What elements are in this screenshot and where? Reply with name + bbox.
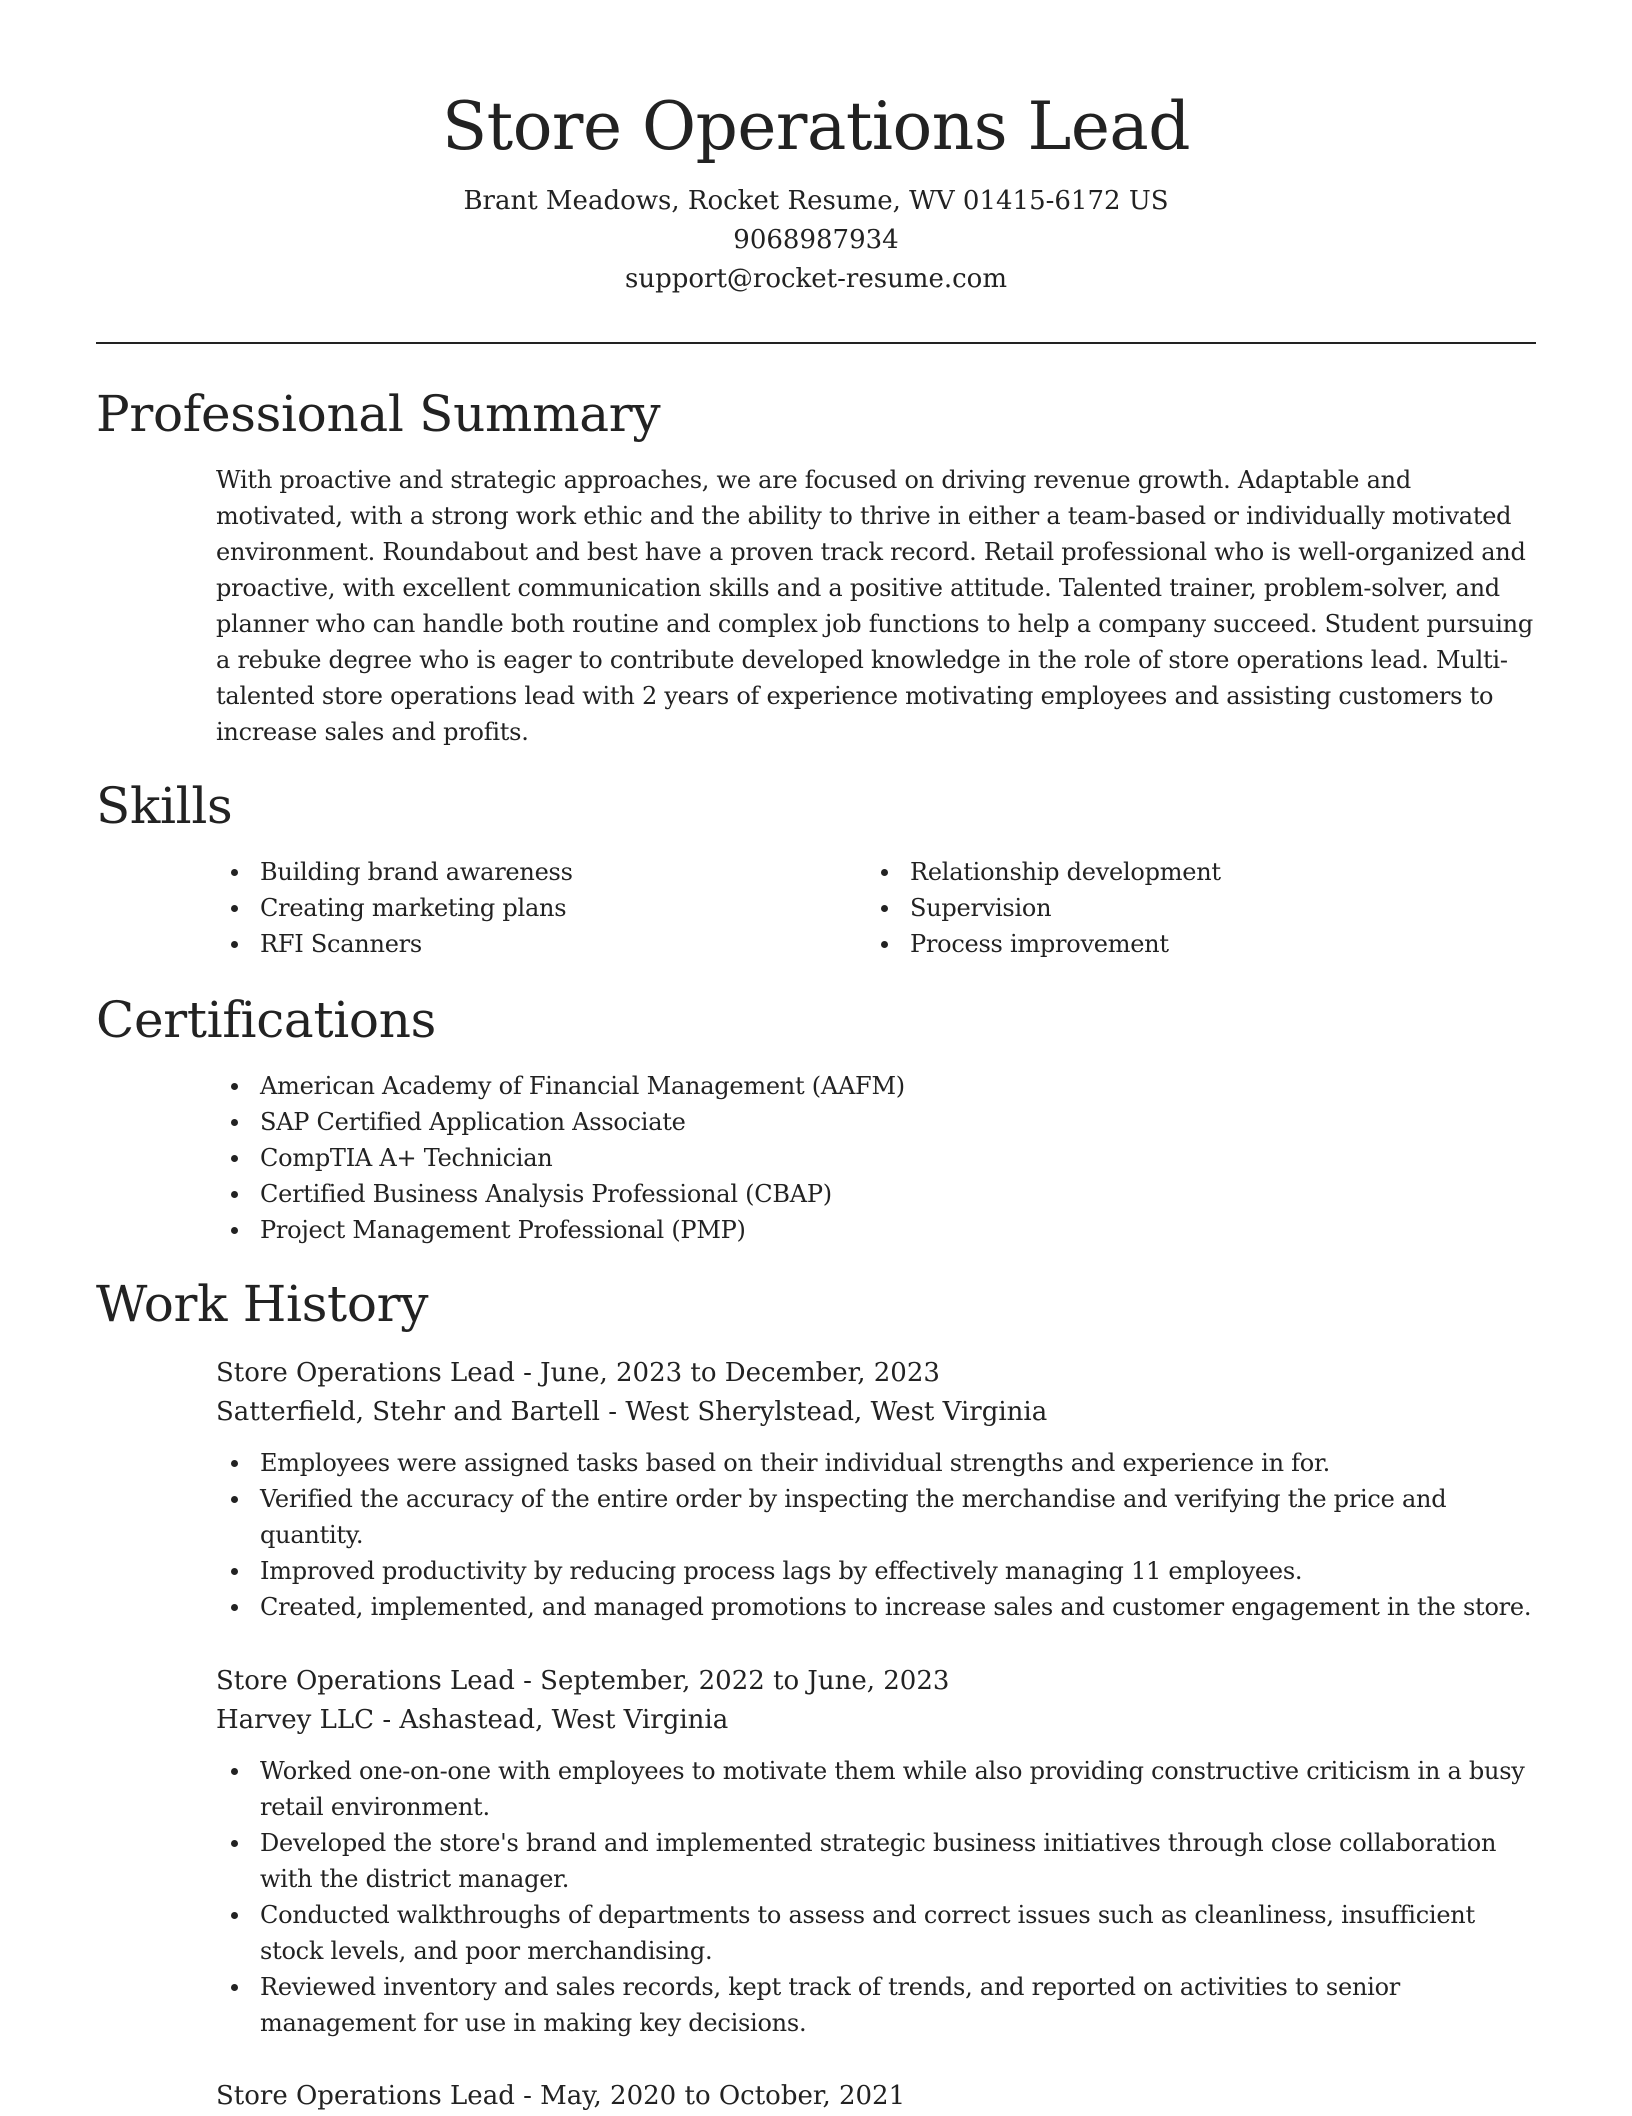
job-company-line: Harvey LLC - Ashastead, West Virginia bbox=[216, 1705, 729, 1735]
job-bullet: Improved productivity by reducing process lags by effectively managing 11 employees. bbox=[216, 1553, 1541, 1589]
certification-item: Project Management Professional (PMP) bbox=[216, 1212, 1536, 1248]
job-role: Store Operations Lead bbox=[216, 1358, 515, 1388]
certifications-heading: Certifications bbox=[96, 991, 436, 1049]
summary-heading: Professional Summary bbox=[96, 385, 661, 443]
skill-item: Relationship development bbox=[866, 854, 1506, 890]
certification-item: SAP Certified Application Associate bbox=[216, 1104, 1536, 1140]
skill-item: Creating marketing plans bbox=[216, 890, 856, 926]
job-dates: June, 2023 to December, 2023 bbox=[540, 1358, 940, 1388]
job-bullet: Verified the accuracy of the entire order by inspecting the merchandise and verifying the price and quantity. bbox=[216, 1481, 1541, 1553]
job-entry bbox=[216, 1354, 1541, 1625]
job-entry bbox=[216, 1662, 1541, 2041]
job-company-line: Satterfield, Stehr and Bartell - West Sherylstead, West Virginia bbox=[216, 1397, 1048, 1427]
skill-item: Supervision bbox=[866, 890, 1506, 926]
skill-item: Building brand awareness bbox=[216, 854, 856, 890]
skills-heading: Skills bbox=[96, 777, 233, 835]
job-location: Ashastead, West Virginia bbox=[399, 1705, 729, 1735]
job-title-line: Store Operations Lead - May, 2020 to October, 2021 bbox=[216, 2081, 906, 2111]
job-title-line: Store Operations Lead - June, 2023 to December, 2023 bbox=[216, 1358, 940, 1388]
skill-item: RFI Scanners bbox=[216, 926, 856, 962]
job-company: Satterfield, Stehr and Bartell bbox=[216, 1397, 600, 1427]
resume-header bbox=[96, 82, 1536, 299]
job-bullet: Employees were assigned tasks based on their individual strengths and experience in for. bbox=[216, 1445, 1541, 1481]
job-bullet: Conducted walkthroughs of departments to assess and correct issues such as cleanliness, insufficient stock levels, and poor merchandising. bbox=[216, 1897, 1541, 1969]
job-location: West Sherylstead, West Virginia bbox=[625, 1397, 1048, 1427]
job-bullet-list bbox=[216, 1753, 1541, 2041]
skills-list-right bbox=[866, 854, 1506, 962]
job-bullet: Reviewed inventory and sales records, kept track of trends, and reported on activities to senior management for use in making key decisions. bbox=[216, 1969, 1541, 2041]
job-dates: May, 2020 to October, 2021 bbox=[540, 2081, 906, 2111]
job-title-line: Store Operations Lead - September, 2022 to June, 2023 bbox=[216, 1666, 950, 1696]
contact-address: Brant Meadows, Rocket Resume, WV 01415-6172 US bbox=[463, 186, 1169, 216]
contact-phone: 9068987934 bbox=[733, 225, 899, 255]
contact-email: support@rocket-resume.com bbox=[624, 264, 1007, 294]
resume-title: Store Operations Lead bbox=[441, 88, 1191, 165]
job-role: Store Operations Lead bbox=[216, 2081, 515, 2111]
certification-item: CompTIA A+ Technician bbox=[216, 1140, 1536, 1176]
job-bullet: Created, implemented, and managed promotions to increase sales and customer engagement in the store. bbox=[216, 1589, 1541, 1625]
certification-item: Certified Business Analysis Professional (CBAP) bbox=[216, 1176, 1536, 1212]
header-divider bbox=[96, 342, 1536, 344]
job-role: Store Operations Lead bbox=[216, 1666, 515, 1696]
job-bullet: Worked one-on-one with employees to motivate them while also providing constructive criticism in a busy retail environment. bbox=[216, 1753, 1541, 1825]
certification-item: American Academy of Financial Management (AAFM) bbox=[216, 1068, 1536, 1104]
certifications-list bbox=[216, 1068, 1536, 1248]
job-entry bbox=[216, 2077, 1541, 2116]
job-bullet-list bbox=[216, 1445, 1541, 1625]
job-dates: September, 2022 to June, 2023 bbox=[540, 1666, 950, 1696]
work-history-heading: Work History bbox=[96, 1275, 429, 1333]
summary-text: With proactive and strategic approaches, we are focused on driving revenue growth. Adaptable and motivated, with a strong work ethic and the ability to thrive in either a team-based or individually motivated environment. Roundabout and best have a proven track record. Retail professional who is well-organized and proactive, with excellent communication skills and a positive attitude. Talented trainer, problem-solver, and planner who can handle both routine and complex job functions to help a company succeed. Student pursuing a rebuke degree who is eager to contribute developed knowledge in the role of store operations lead. Multi-talented store operations lead with 2 years of experience motivating employees and assisting customers to increase sales and profits. bbox=[216, 466, 1533, 746]
job-company: Harvey LLC bbox=[216, 1705, 375, 1735]
skills-list-left bbox=[216, 854, 856, 962]
job-bullet: Developed the store's brand and implemented strategic business initiatives through close collaboration with the district manager. bbox=[216, 1825, 1541, 1897]
skill-item: Process improvement bbox=[866, 926, 1506, 962]
